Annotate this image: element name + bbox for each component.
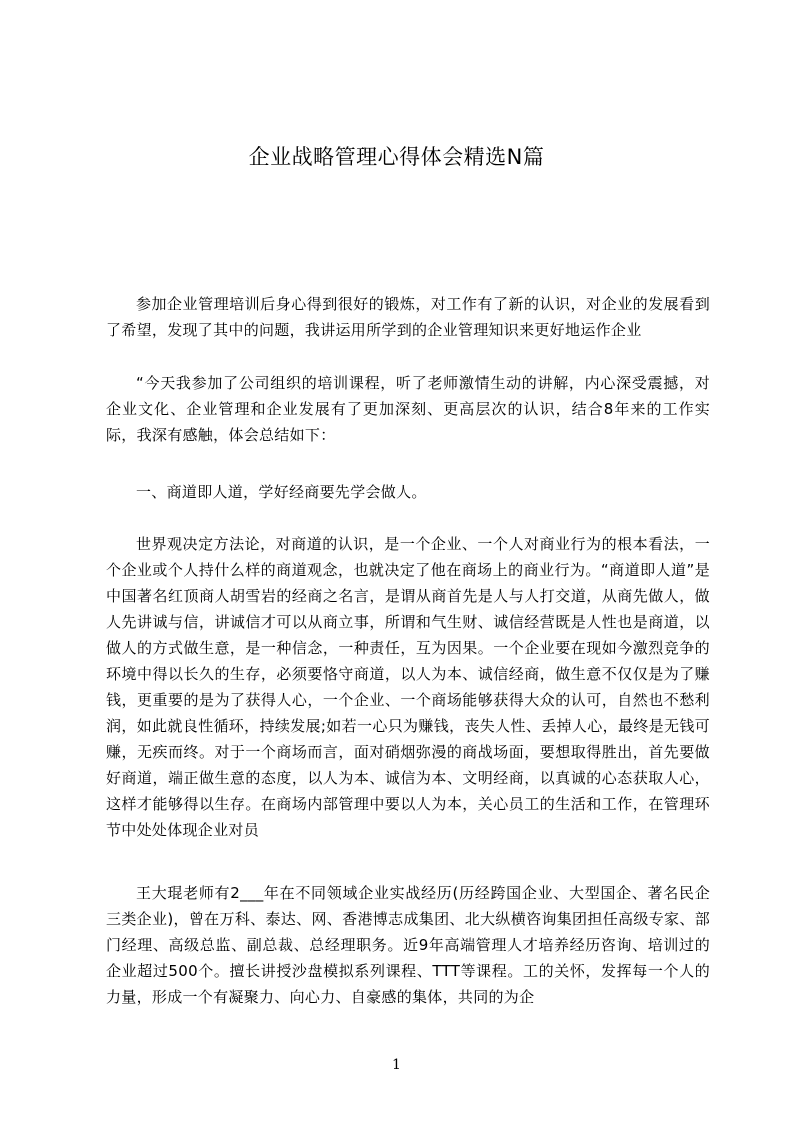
paragraph-intro: 参加企业管理培训后身心得到很好的锻炼，对工作有了新的认识，对企业的发展看到了希望，发现了其中的问题，我讲运用所学到的企业管理知识来更好地运作企业: [106, 295, 710, 339]
paragraph-teacher-bio: 王大琨老师有2___年在不同领域企业实战经历(历经跨国企业、大型国企、著名民企三类企业)，曾在万科、泰达、网、香港博志成集团、北大纵横咨询集团担任高级专家、部门经理、高级总监、副总裁、总经理职务。近9年高端管理人才培养经历咨询、培训过的企业超过500个。擅长讲授沙盘模拟系列课程、TTT等课程。工的关怀，发挥每一个人的力量，形成一个有凝聚力、向心力、自豪感的集体，共同的为企: [106, 884, 710, 1006]
page-number: 1: [392, 1057, 401, 1073]
section-heading-1: 一、商道即人道，学好经商要先学会做人。: [136, 483, 427, 501]
paragraph-business-ethics: 世界观决定方法论，对商道的认识，是一个企业、一个人对商业行为的根本看法，一个企业或个人持什么样的商道观念，也就决定了他在商场上的商业行为。“商道即人道”是中国著名红顶商人胡雪岩的经商之名言，是谓从商首先是人与人打交道，从商先做人，做人先讲诚与信，讲诚信才可以从商立事，所谓和气生财、诚信经营既是人性也是商道，以做人的方式做生意，是一种信念，一种责任，互为因果。一个企业要在现如今激烈竞争的环境中得以长久的生存，必须要恪守商道，以人为本、诚信经商，做生意不仅仅是为了赚钱，更重要的是为了获得人心，一个企业、一个商场能够获得大众的认可，自然也不愁利润，如此就良性循环，持续发展;如若一心只为赚钱，丧失人性、丢掉人心，最终是无钱可赚，无疾而终。对于一个商场而言，面对硝烟弥漫的商战场面，要想取得胜出，首先要做好商道，端正做生意的态度，以人为本、诚信为本、文明经商，以真诚的心态获取人心，这样才能够得以生存。在商场内部管理中要以人为本，关心员工的生活和工作，在管理环节中处处体现企业对员: [106, 535, 710, 839]
document-title: 企业战略管理心得体会精选N篇: [248, 145, 545, 169]
paragraph-quote: “今天我参加了公司组织的培训课程，听了老师激情生动的讲解，内心深受震撼，对企业文化、企业管理和企业发展有了更加深刻、更高层次的认识，结合8年来的工作实际，我深有感触，体会总结如下：: [106, 374, 710, 444]
